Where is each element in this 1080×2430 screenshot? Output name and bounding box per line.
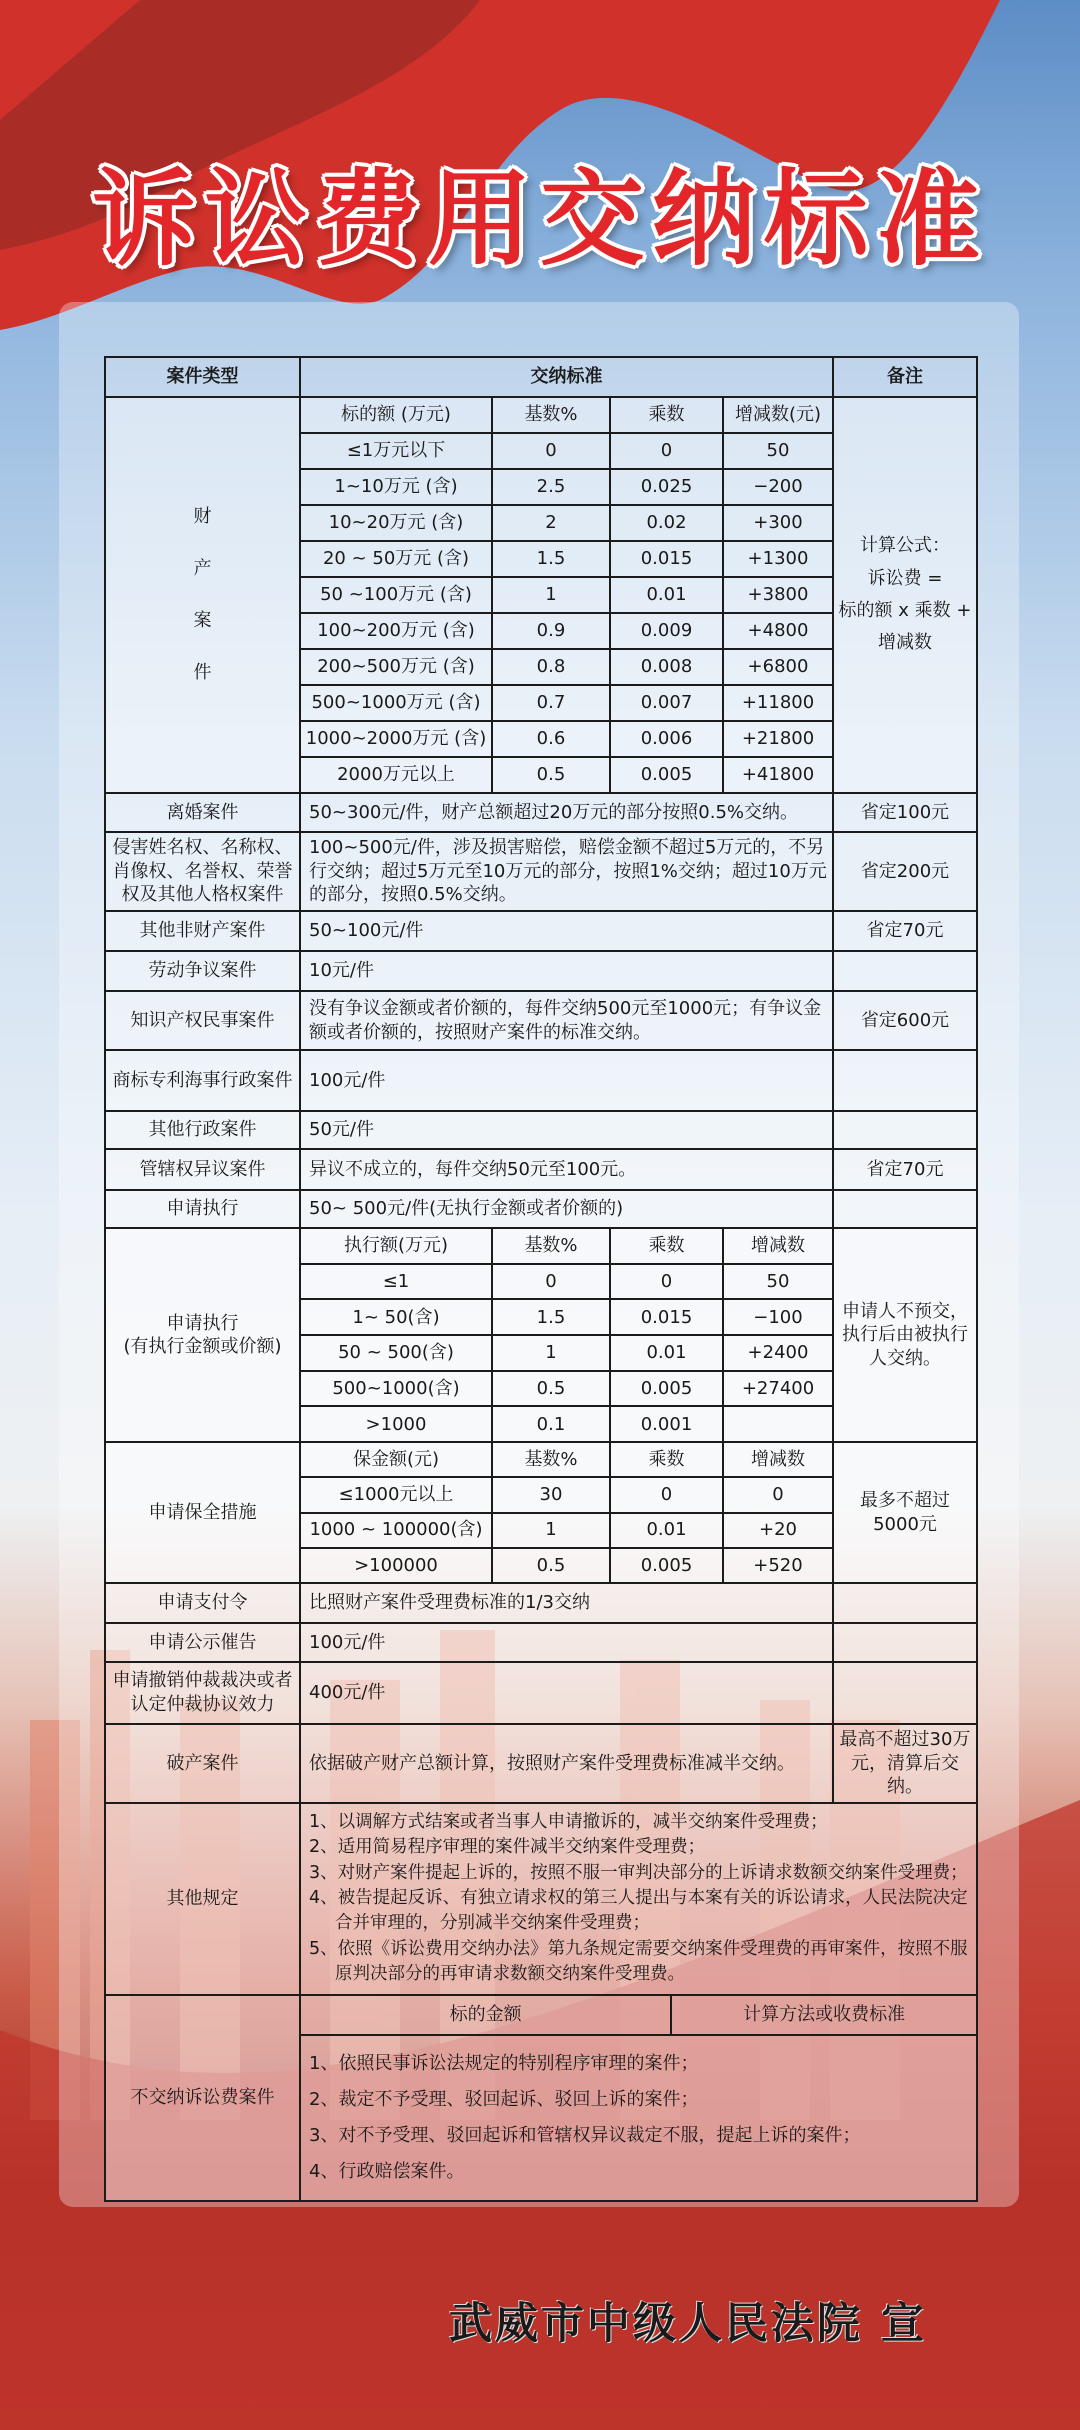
fee-standard: 50~300元/件，财产总额超过20万元的部分按照0.5%交纳。 [300, 793, 833, 832]
case-type: 其他行政案件 [105, 1111, 300, 1149]
header-standard: 交纳标准 [300, 357, 833, 397]
fee-standard: 100元/件 [300, 1623, 833, 1662]
note: 最高不超过30万元，清算后交纳。 [833, 1724, 977, 1803]
table-cell: 0.01 [610, 1513, 723, 1548]
issuer-footer: 武威市中级人民法院 宣 [449, 2299, 927, 2349]
table-row [105, 1662, 977, 1724]
table-row [105, 793, 977, 832]
case-type: 申请公示催告 [105, 1623, 300, 1662]
no-fee-header [301, 1996, 976, 2036]
case-type: 破产案件 [105, 1724, 300, 1803]
table-row [105, 1228, 977, 1264]
case-type: 其他非财产案件 [105, 911, 300, 951]
table-cell: 0.8 [492, 649, 610, 685]
table-cell: 1000 ~ 100000(含) [300, 1513, 492, 1548]
table-row [105, 1149, 977, 1190]
table-cell: +4800 [723, 613, 833, 649]
case-type: 劳动争议案件 [105, 951, 300, 991]
table-cell: +3800 [723, 577, 833, 613]
table-cell: 0.01 [610, 577, 723, 613]
table-cell: 0.9 [492, 613, 610, 649]
property-note [833, 397, 977, 793]
no-fee-label: 不交纳诉讼费案件 [105, 1995, 300, 2201]
note: 省定600元 [833, 991, 977, 1050]
note: 省定200元 [833, 832, 977, 911]
rule-item: 1、以调解方式结案或者当事人申请撤诉的，减半交纳案件受理费； [309, 1811, 828, 1832]
table-cell: 50 [723, 433, 833, 469]
table-row [105, 1724, 977, 1803]
column-header: 增减数 [723, 1442, 833, 1477]
note [833, 1111, 977, 1149]
rule-item: 4、被告提起反诉、有独立请求权的第三人提出与本案有关的诉讼请求，人民法院决定合并审理的，分别减半交纳案件受理费； [309, 1888, 968, 1934]
fee-standard: 10元/件 [300, 951, 833, 991]
no-fee-item: 1、依照民事诉讼法规定的特别程序审理的案件； [309, 2052, 699, 2074]
note [833, 951, 977, 991]
table-cell: 0 [610, 1264, 723, 1300]
table-cell: ≤1万元以下 [300, 433, 492, 469]
table-cell: 0.015 [610, 1299, 723, 1335]
table-cell: 30 [492, 1477, 610, 1512]
table-cell: 1 [492, 577, 610, 613]
case-type: 申请执行 [105, 1190, 300, 1228]
column-header: 基数% [492, 397, 610, 433]
no-fee-item: 2、裁定不予受理、驳回起诉、驳回上诉的案件； [309, 2088, 699, 2110]
table-cell: ≤1000元以上 [300, 1477, 492, 1512]
column-header: 乘数 [610, 397, 723, 433]
no-fee-content [300, 1995, 977, 2201]
preservation-note: 最多不超过5000元 [833, 1442, 977, 1583]
table-cell: +1300 [723, 541, 833, 577]
table-cell: +27400 [723, 1371, 833, 1407]
table-cell: 50 ~100万元 (含) [300, 577, 492, 613]
column-header: 基数% [492, 1228, 610, 1264]
table-cell: 100~200万元 (含) [300, 613, 492, 649]
table-cell: 50 ~ 500(含) [300, 1335, 492, 1371]
property-label: 财 产 案 件 [105, 397, 300, 793]
table-cell: 0.1 [492, 1406, 610, 1442]
table-row [105, 991, 977, 1050]
column-header: 增减数(元) [723, 397, 833, 433]
column-header: 保金额(元) [300, 1442, 492, 1477]
column-header: 增减数 [723, 1228, 833, 1264]
table-row [105, 1803, 977, 1995]
table-cell: +300 [723, 505, 833, 541]
table-cell: 1 [492, 1513, 610, 1548]
column-header: 标的额 (万元) [300, 397, 492, 433]
other-rules-list [300, 1803, 977, 1995]
table-cell: 1.5 [492, 541, 610, 577]
no-fee-item: 4、行政赔偿案件。 [309, 2160, 465, 2182]
case-type: 知识产权民事案件 [105, 991, 300, 1050]
header-note: 备注 [833, 357, 977, 397]
no-fee-list [301, 2036, 976, 2200]
table-cell: 0.5 [492, 1371, 610, 1407]
table-cell: 0 [610, 433, 723, 469]
column-header: 基数% [492, 1442, 610, 1477]
table-row [105, 832, 977, 911]
table-cell: 0.01 [610, 1335, 723, 1371]
table-cell: 0.001 [610, 1406, 723, 1442]
fee-standard: 100~500元/件，涉及损害赔偿，赔偿金额不超过5万元的，不另行交纳；超过5万元至10万元的部分，按照1%交纳；超过10万元的部分，按照0.5%交纳。 [300, 832, 833, 911]
note-line: 标的额 x 乘数 + [838, 600, 972, 621]
column-header: 标的金额 [301, 1996, 672, 2034]
fee-standard: 50~100元/件 [300, 911, 833, 951]
table-cell: ≤1 [300, 1264, 492, 1300]
fee-standard: 100元/件 [300, 1050, 833, 1111]
note [833, 1190, 977, 1228]
case-type: 侵害姓名权、名称权、肖像权、名誉权、荣誉权及其他人格权案件 [105, 832, 300, 911]
table-cell: 0.02 [610, 505, 723, 541]
no-fee-item: 3、对不予受理、驳回起诉和管辖权异议裁定不服，提起上诉的案件； [309, 2124, 861, 2146]
preservation-label: 申请保全措施 [105, 1442, 300, 1583]
table-cell: 0 [610, 1477, 723, 1512]
table-cell: 0.005 [610, 757, 723, 793]
rule-item: 5、依照《诉讼费用交纳办法》第九条规定需要交纳案件受理费的再审案件，按照不服原判决部分的再审请求数额交纳案件受理费。 [309, 1938, 968, 1985]
execution-note: 申请人不预交，执行后由被执行人交纳。 [833, 1228, 977, 1442]
table-cell: −200 [723, 469, 833, 505]
fee-table [104, 356, 978, 2202]
table-row [105, 357, 977, 397]
table-cell: 10~20万元 (含) [300, 505, 492, 541]
table-cell: 2.5 [492, 469, 610, 505]
table-cell: 50 [723, 1264, 833, 1300]
table-cell: 1~10万元 (含) [300, 469, 492, 505]
table-row [105, 397, 977, 433]
case-type: 申请撤销仲裁裁决或者认定仲裁协议效力 [105, 1662, 300, 1724]
table-row [105, 951, 977, 991]
table-row [105, 1050, 977, 1111]
table-cell: 2 [492, 505, 610, 541]
table-cell: 0 [492, 433, 610, 469]
note [833, 1583, 977, 1623]
table-cell: 0.6 [492, 721, 610, 757]
table-cell: 0.005 [610, 1548, 723, 1583]
table-cell: 0.008 [610, 649, 723, 685]
table-cell: 1~ 50(含) [300, 1299, 492, 1335]
header-case-type: 案件类型 [105, 357, 300, 397]
table-cell: +20 [723, 1513, 833, 1548]
page-title: 诉讼费用交纳标准 [91, 158, 988, 280]
fee-standard: 比照财产案件受理费标准的1/3交纳 [300, 1583, 833, 1623]
table-cell: 0.006 [610, 721, 723, 757]
note-line: 计算公式： [860, 535, 950, 557]
table-row [105, 1995, 977, 2201]
table-cell: 1 [492, 1335, 610, 1371]
table-row [105, 1111, 977, 1149]
table-cell: +2400 [723, 1335, 833, 1371]
fee-standard: 400元/件 [300, 1662, 833, 1724]
rule-item: 2、适用简易程序审理的案件减半交纳案件受理费； [309, 1837, 706, 1858]
fee-standard: 没有争议金额或者价额的，每件交纳500元至1000元；有争议金额或者价额的，按照财产案件的标准交纳。 [300, 991, 833, 1050]
table-cell: −100 [723, 1299, 833, 1335]
table-row [105, 1623, 977, 1662]
note-line: 诉讼费 = [867, 567, 943, 589]
column-header: 计算方法或收费标准 [743, 2003, 906, 2025]
rule-item: 3、对财产案件提起上诉的，按照不服一审判决部分的上诉请求数额交纳案件受理费； [309, 1862, 968, 1883]
table-cell: 1.5 [492, 1299, 610, 1335]
fee-standard: 50元/件 [300, 1111, 833, 1149]
note [833, 1662, 977, 1724]
table-cell: >1000 [300, 1406, 492, 1442]
table-cell [723, 1406, 833, 1442]
table-cell: +6800 [723, 649, 833, 685]
table-cell: 200~500万元 (含) [300, 649, 492, 685]
note: 省定70元 [833, 911, 977, 951]
table-cell: +21800 [723, 721, 833, 757]
table-cell: 500~1000万元 (含) [300, 685, 492, 721]
table-cell: 1000~2000万元 (含) [300, 721, 492, 757]
table-cell: 0.025 [610, 469, 723, 505]
case-type: 管辖权异议案件 [105, 1149, 300, 1190]
table-row [105, 911, 977, 951]
table-cell: 500~1000(含) [300, 1371, 492, 1407]
note: 省定70元 [833, 1149, 977, 1190]
table-cell: +520 [723, 1548, 833, 1583]
note [833, 1623, 977, 1662]
fee-standard: 50~ 500元/件(无执行金额或者价额的) [300, 1190, 833, 1228]
table-row [105, 1442, 977, 1477]
table-cell: 0.5 [492, 1548, 610, 1583]
case-type: 商标专利海事行政案件 [105, 1050, 300, 1111]
fee-standard: 依据破产财产总额计算，按照财产案件受理费标准减半交纳。 [300, 1724, 833, 1803]
case-type: 离婚案件 [105, 793, 300, 832]
table-row [105, 1190, 977, 1228]
table-cell: +11800 [723, 685, 833, 721]
table-row [105, 1583, 977, 1623]
table-cell: 0 [492, 1264, 610, 1300]
table-cell: 0.7 [492, 685, 610, 721]
column-header: 乘数 [610, 1228, 723, 1264]
table-cell: 0 [723, 1477, 833, 1512]
note-line: 增减数 [878, 632, 932, 654]
note: 省定100元 [833, 793, 977, 832]
table-cell: 20 ~ 50万元 (含) [300, 541, 492, 577]
column-header: 乘数 [610, 1442, 723, 1477]
case-type: 申请支付令 [105, 1583, 300, 1623]
table-cell: 0.015 [610, 541, 723, 577]
fee-standard: 异议不成立的，每件交纳50元至100元。 [300, 1149, 833, 1190]
table-cell: +41800 [723, 757, 833, 793]
table-cell: 2000万元以上 [300, 757, 492, 793]
table-cell: >100000 [300, 1548, 492, 1583]
table-cell: 0.007 [610, 685, 723, 721]
table-cell: 0.009 [610, 613, 723, 649]
column-header: 执行额(万元) [300, 1228, 492, 1264]
execution-label: 申请执行 (有执行金额或价额) [105, 1228, 300, 1442]
note [833, 1050, 977, 1111]
table-cell: 0.5 [492, 757, 610, 793]
other-rules-label: 其他规定 [105, 1803, 300, 1995]
table-cell: 0.005 [610, 1371, 723, 1407]
